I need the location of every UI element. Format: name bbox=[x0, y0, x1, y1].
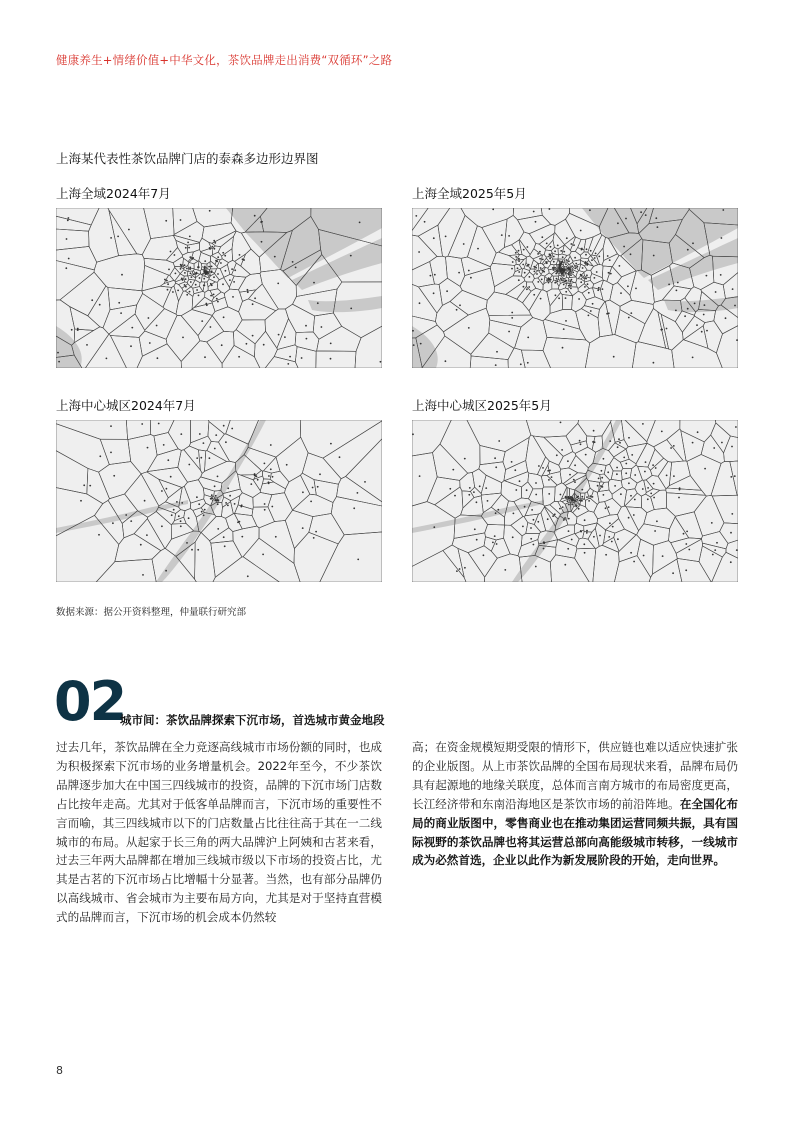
map-central-2024 bbox=[56, 420, 382, 582]
body-text-left-column: 过去几年，茶饮品牌在全力竞逐高线城市市场份额的同时，也成为积极探索下沉市场的业务增量机会。2022年至今，不少茶饮品牌逐步加大在中国三四线城市的投资，品牌的下沉市场门店数占比按年走高。尤其对于低客单品牌而言，下沉市场的重要性不言而喻，其三四线城市以下的门店数量占比往往高于其在一二线城市的布局。从起家于长三角的两大品牌沪上阿姨和古茗来看，过去三年两大品牌都在增加三线城市级以下市场的投资占比，尤其是古茗的下沉市场占比增幅十分显著。当然，也有部分品牌仍以高线城市、省会城市为主要布局方向，尤其是对于坚持直营模式的品牌而言，下沉市场的机会成本仍然较 bbox=[56, 740, 382, 925]
voronoi-map-shanghai-2025 bbox=[412, 208, 738, 368]
data-source-note: 数据来源：据公开资料整理，仲量联行研究部 bbox=[56, 607, 247, 618]
running-header: 健康养生+情绪价值+中华文化，茶饮品牌走出消费“双循环”之路 bbox=[56, 53, 393, 67]
map-label-central-2025: 上海中心城区2025年5月 bbox=[412, 398, 552, 413]
section-title: 城市间：茶饮品牌探索下沉市场，首选城市黄金地段 bbox=[120, 713, 385, 727]
body-text-right-regular: 高；在资金规模短期受限的情形下，供应链也难以适应快速扩张的企业版图。从上市茶饮品牌的全国布局现状来看，品牌布局仍具有起源地的地缘关联度，总体而言南方城市的布局密度更高，长江经济带和东南沿海地区是茶饮市场的前沿阵地。 bbox=[412, 740, 738, 811]
map-label-shanghai-2025: 上海全域2025年5月 bbox=[412, 186, 527, 201]
body-text-right-bold: 在全国化布局的商业版图中，零售商业也在推动集团运营同频共振，具有国际视野的茶饮品牌也将其运营总部向高能级城市转移，一线城市成为必然首选，企业以此作为新发展阶段的开始，走向世界。 bbox=[412, 796, 738, 868]
map-label-central-2024: 上海中心城区2024年7月 bbox=[56, 398, 196, 413]
water-layer bbox=[56, 420, 266, 582]
voronoi-cells bbox=[412, 420, 738, 582]
body-text-right-column bbox=[412, 738, 738, 870]
map-central-2025 bbox=[412, 420, 738, 582]
page-number: 8 bbox=[56, 1064, 63, 1077]
map-label-shanghai-2024: 上海全域2024年7月 bbox=[56, 186, 171, 201]
voronoi-map-central-2025 bbox=[412, 420, 738, 582]
map-shanghai-2024 bbox=[56, 208, 382, 368]
figure-title: 上海某代表性茶饮品牌门店的泰森多边形边界图 bbox=[56, 151, 319, 166]
section-number: 02 bbox=[54, 670, 126, 733]
map-shanghai-2025 bbox=[412, 208, 738, 368]
voronoi-map-shanghai-2024 bbox=[56, 208, 382, 368]
voronoi-map-central-2024 bbox=[56, 420, 382, 582]
